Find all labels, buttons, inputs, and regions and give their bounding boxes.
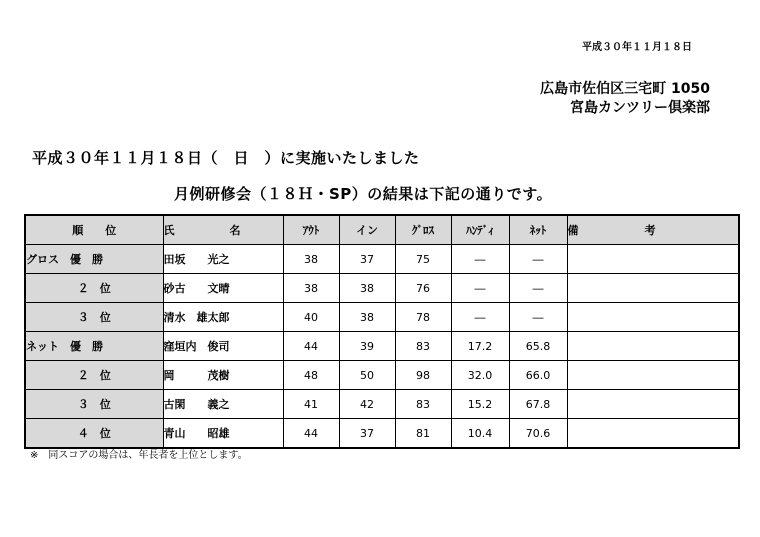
net-cell: ― <box>509 245 567 274</box>
gross-cell: 83 <box>395 332 451 361</box>
gross-cell: 83 <box>395 390 451 419</box>
table-header-row <box>25 215 739 245</box>
results-table <box>24 214 740 449</box>
table-row <box>25 361 739 390</box>
rank-cell: ４ 位 <box>25 419 163 449</box>
header-gross: ｸﾞﾛｽ <box>395 215 451 245</box>
handicap-cell: 10.4 <box>451 419 509 449</box>
subtitle-text: 月例研修会（１８Ｈ・SP）の結果は下記の通りです。 <box>174 185 553 203</box>
handicap-cell: 15.2 <box>451 390 509 419</box>
club-address-block <box>540 80 710 118</box>
name-cell: 田坂 光之 <box>163 245 283 274</box>
net-cell: 67.8 <box>509 390 567 419</box>
name-cell: 清水 雄太郎 <box>163 303 283 332</box>
in-cell: 37 <box>339 419 395 449</box>
name-cell: 岡 茂樹 <box>163 361 283 390</box>
notes-cell <box>567 390 739 419</box>
in-cell: 42 <box>339 390 395 419</box>
name-cell: 窪垣内 俊司 <box>163 332 283 361</box>
header-rank: 順 位 <box>25 215 163 245</box>
notes-cell <box>567 419 739 449</box>
header-handicap: ﾊﾝﾃﾞｨ <box>451 215 509 245</box>
in-cell: 50 <box>339 361 395 390</box>
in-cell: 37 <box>339 245 395 274</box>
table-row <box>25 245 739 274</box>
gross-cell: 75 <box>395 245 451 274</box>
out-cell: 41 <box>283 390 339 419</box>
header-net: ﾈｯﾄ <box>509 215 567 245</box>
notes-cell <box>567 361 739 390</box>
header-name: 氏 名 <box>163 215 283 245</box>
club-address: 広島市佐伯区三宅町 1050 <box>540 81 710 97</box>
notes-cell <box>567 303 739 332</box>
rank-cell: ２ 位 <box>25 274 163 303</box>
rank-cell: ネット 優 勝 <box>25 332 163 361</box>
out-cell: 40 <box>283 303 339 332</box>
gross-cell: 81 <box>395 419 451 449</box>
handicap-cell: ― <box>451 274 509 303</box>
intro-text: 平成３０年１１月１８日（ 日 ）に実施いたしました <box>32 149 420 167</box>
header-in: イン <box>339 215 395 245</box>
net-cell: 65.8 <box>509 332 567 361</box>
handicap-cell: ― <box>451 303 509 332</box>
header-notes: 備 考 <box>567 215 739 245</box>
name-cell: 古閑 義之 <box>163 390 283 419</box>
name-cell: 砂古 文晴 <box>163 274 283 303</box>
out-cell: 44 <box>283 419 339 449</box>
header-out: ｱｳﾄ <box>283 215 339 245</box>
table-row <box>25 332 739 361</box>
in-cell: 38 <box>339 303 395 332</box>
table-row <box>25 419 739 449</box>
out-cell: 44 <box>283 332 339 361</box>
in-cell: 39 <box>339 332 395 361</box>
table-row <box>25 274 739 303</box>
handicap-cell: ― <box>451 245 509 274</box>
out-cell: 38 <box>283 245 339 274</box>
table-row <box>25 390 739 419</box>
document-date: 平成３０年１１月１８日 <box>582 42 692 53</box>
handicap-cell: 32.0 <box>451 361 509 390</box>
notes-cell <box>567 245 739 274</box>
rank-cell: ３ 位 <box>25 303 163 332</box>
club-name: 宮島カンツリー倶楽部 <box>570 100 710 116</box>
rank-cell: ２ 位 <box>25 361 163 390</box>
gross-cell: 98 <box>395 361 451 390</box>
net-cell: 66.0 <box>509 361 567 390</box>
net-cell: 70.6 <box>509 419 567 449</box>
net-cell: ― <box>509 274 567 303</box>
in-cell: 38 <box>339 274 395 303</box>
rank-cell: グロス 優 勝 <box>25 245 163 274</box>
notes-cell <box>567 274 739 303</box>
handicap-cell: 17.2 <box>451 332 509 361</box>
out-cell: 38 <box>283 274 339 303</box>
footnote: ※ 同スコアの場合は、年長者を上位とします。 <box>30 450 248 461</box>
gross-cell: 78 <box>395 303 451 332</box>
rank-cell: ３ 位 <box>25 390 163 419</box>
gross-cell: 76 <box>395 274 451 303</box>
table-row <box>25 303 739 332</box>
name-cell: 青山 昭雄 <box>163 419 283 449</box>
net-cell: ― <box>509 303 567 332</box>
out-cell: 48 <box>283 361 339 390</box>
notes-cell <box>567 332 739 361</box>
